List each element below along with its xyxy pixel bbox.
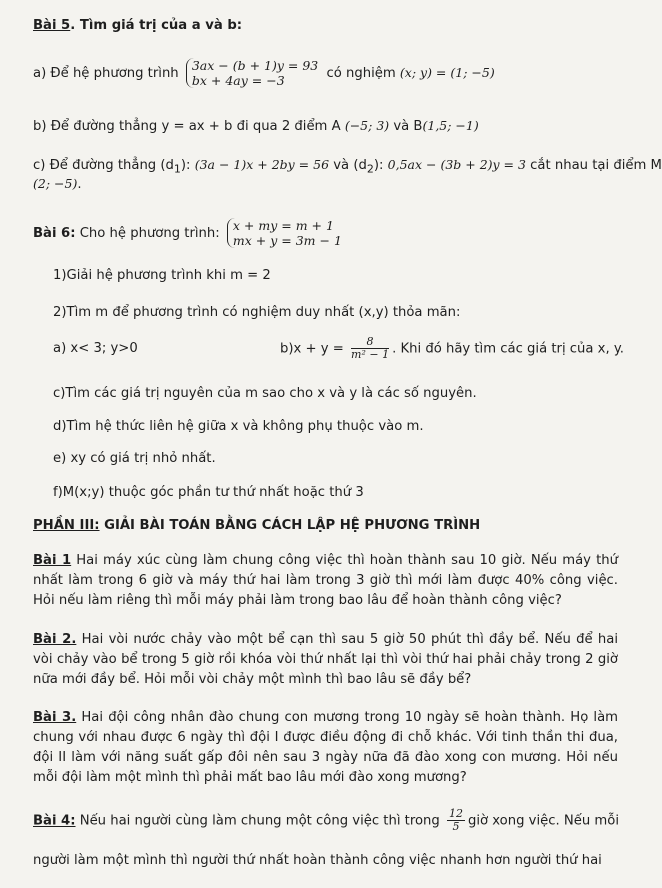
bai5-c-suffix: cắt nhau tại điểm M [530, 158, 662, 173]
problem-1 [33, 551, 618, 611]
bai6-qc: c)Tìm các giá trị nguyên của m sao cho x và y là các số nguyên. [53, 386, 477, 401]
phan3-heading [33, 518, 480, 533]
bai5-c-eq1: (3a − 1)x + 2by = 56 [194, 157, 330, 172]
bai6-heading [33, 218, 346, 248]
bai6-q1: 1)Giải hệ phương trình khi m = 2 [53, 268, 271, 283]
bai6-qb-num: 8 [351, 336, 389, 349]
phan3-title: GIẢI BÀI TOÁN BẰNG CÁCH LẬP HỆ PHƯƠNG TRÌNH [99, 518, 481, 533]
problem-3-label: Bài 3. [33, 710, 77, 725]
problem-4-num: 12 [448, 807, 463, 820]
bai6-qe: e) xy có giá trị nhỏ nhất. [53, 451, 216, 466]
bai5-label: Bài 5 [33, 18, 71, 33]
bai6-qd: d)Tìm hệ thức liên hệ giữa x và không phụ thuộc vào m. [53, 419, 424, 434]
bai5-heading [33, 18, 242, 33]
problem-2-label: Bài 2. [33, 632, 77, 647]
bai5-a-eq2: bx + 4ay = −3 [191, 73, 285, 88]
bai5-b-point-a: (−5; 3) [344, 118, 390, 133]
bai6-system [227, 218, 342, 248]
bai5-c [33, 157, 662, 176]
phan3-label: PHẦN III: [33, 518, 100, 533]
bai6-qb-den: m² − 1 [351, 348, 390, 361]
bai5-a-system [186, 58, 318, 88]
bai5-c-prefix: c) Để đường thẳng (d [33, 158, 174, 173]
bai5-c-sub2: 2 [366, 162, 374, 176]
bai6-q2: 2)Tìm m để phương trình có nghiệm duy nhất (x,y) thỏa mãn: [53, 305, 461, 320]
problem-1-text: Hai máy xúc cùng làm chung công việc thì hoàn thành sau 10 giờ. Nếu máy thứ nhất làm trong 6 giờ và máy thứ hai làm trong 3 giờ thì mới làm được 40% công việc. Hỏi nếu làm riêng thì mỗi máy phải làm trong bao lâu để hoàn thành công việc? [33, 553, 618, 608]
bai5-b-point-b: (1,5; −1) [422, 118, 479, 133]
problem-4-fraction [447, 808, 465, 833]
problem-4-den: 5 [452, 820, 460, 833]
bai5-a-eq1: 3ax − (b + 1)y = 93 [191, 58, 319, 73]
bai6-eq1: x + my = m + 1 [232, 218, 334, 233]
problem-2-text: Hai vòi nước chảy vào một bể cạn thì sau 5 giờ 50 phút thì đầy bể. Nếu để hai vòi chảy vào bể trong 5 giờ rồi khóa vòi thứ nhất lại thì vòi thứ hai phải chảy trong 2 giờ nữa mới đầy bể. Hỏi mỗi vòi chảy một mình thì bao lâu sẽ đầy bể? [33, 632, 618, 687]
bai5-a-mid: có nghiệm [326, 66, 396, 81]
problem-2 [33, 630, 618, 690]
problem-4 [33, 808, 619, 833]
bai5-title: . Tìm giá trị của a và b: [70, 18, 243, 33]
bai6-eq2: mx + y = 3m − 1 [232, 233, 342, 248]
problem-1-label: Bài 1 [33, 553, 72, 568]
problem-4-text2: giờ xong việc. Nếu mỗi [467, 813, 619, 829]
bai5-c-p1: ): [180, 158, 191, 173]
bai5-b-and: và B [393, 119, 423, 134]
bai6-label: Bài 6: [33, 226, 76, 241]
bai5-c-and: và (d [333, 158, 367, 173]
bai5-c-point: (2; −5) [33, 176, 78, 191]
bai5-c-p2: ): [373, 158, 384, 173]
problem-3-text: Hai đội công nhân đào chung con mương trong 10 ngày sẽ hoàn thành. Họ làm chung với nhau được 6 ngày thì đội I được điều động đi chỗ khác. Với tinh thần thi đua, đội II làm với năng suất gấp đôi nên sau 3 ngày nữa đã đào xong con mương. Hỏi nếu mỗi đội làm một mình thì phải mất bao lâu mới đào xong mương? [33, 710, 619, 785]
bai6-qb [280, 336, 624, 361]
bai6-qf: f)M(x;y) thuộc góc phần tư thứ nhất hoặc thứ 3 [53, 485, 364, 500]
problem-4-label: Bài 4: [33, 813, 76, 829]
bai5-b-text: b) Để đường thẳng y = ax + b đi qua 2 điểm A [33, 119, 341, 134]
bai6-qb-suffix: . Khi đó hãy tìm các giá trị của x, y. [392, 341, 624, 357]
bai5-a-prefix: a) Để hệ phương trình [33, 66, 179, 81]
bai5-a-solution: (x; y) = (1; −5) [399, 65, 495, 80]
bai5-c-eq2: 0,5ax − (3b + 2)y = 3 [387, 157, 526, 172]
bai6-qb-fraction [351, 336, 389, 361]
bai5-c-line2 [33, 176, 82, 192]
bai5-c-end: . [77, 177, 82, 192]
bai5-a [33, 58, 495, 88]
bai5-b [33, 118, 479, 134]
bai6-qb-prefix: b)x + y = [280, 341, 344, 357]
bai6-title: Cho hệ phương trình: [79, 226, 220, 241]
problem-4-text1: Nếu hai người cùng làm chung một công việc thì trong [75, 813, 440, 829]
problem-3 [33, 708, 618, 788]
bai5-c-sub1: 1 [173, 162, 181, 176]
problem-4-line2: người làm một mình thì người thứ nhất hoàn thành công việc nhanh hơn người thứ hai [33, 853, 602, 868]
bai6-qa: a) x< 3; y>0 [53, 341, 138, 356]
